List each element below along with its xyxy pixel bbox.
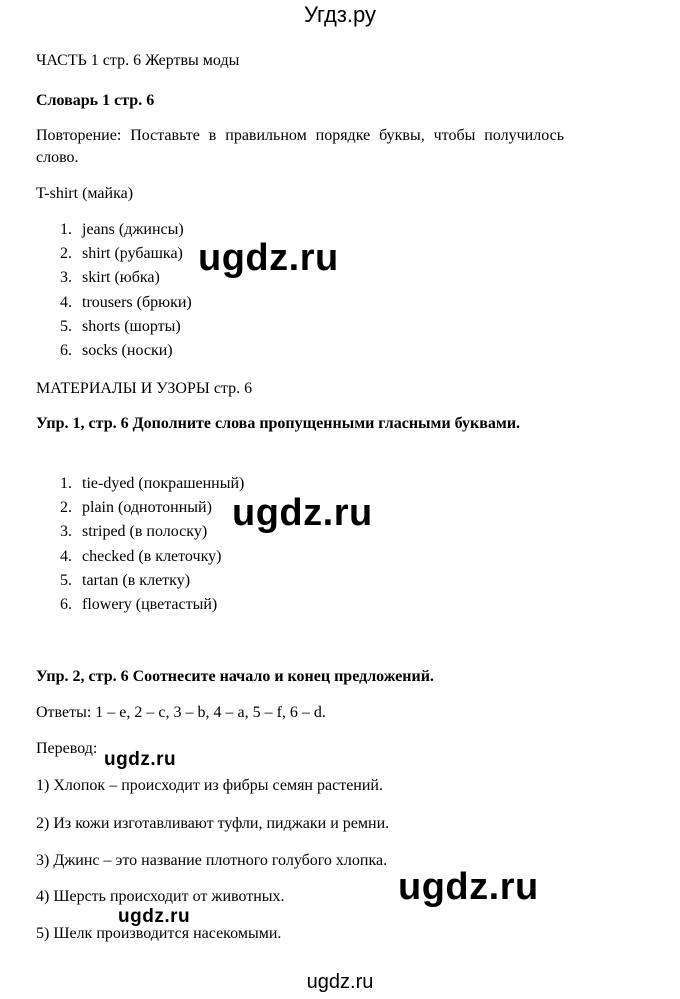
translation-sentence: 3) Джинс – это название плотного голубого хлопка. xyxy=(36,852,388,869)
list-item: 1. tie-dyed (покрашенный) xyxy=(60,475,245,492)
list-item: 3. striped (в полоску) xyxy=(60,523,208,541)
list-item: 6. socks (носки) xyxy=(60,342,173,360)
section-title: ЧАСТЬ 1 стр. 6 Жертвы моды xyxy=(36,52,240,69)
vocab-instruction: Повторение: Поставьте в правильном порядке буквы, чтобы получилось слово. xyxy=(36,127,564,166)
exercise2-heading: Упр. 2, стр. 6 Соотнесите начало и конец предложений. xyxy=(36,668,434,685)
translation-sentence: 4) Шерсть происходит от животных. xyxy=(36,888,285,905)
exercise1-heading: Упр. 1, стр. 6 Дополните слова пропущенными гласными буквами. xyxy=(36,415,521,432)
list-item: 4. trousers (брюки) xyxy=(60,293,192,311)
translation-sentence: 5) Шелк производится насекомыми. xyxy=(36,925,282,942)
list-item: 6. flowery (цветастый) xyxy=(60,596,218,614)
translation-sentence: 2) Из кожи изготавливают туфли, пиджаки и ремни. xyxy=(36,815,390,832)
page-footer: ugdz.ru xyxy=(306,971,374,993)
exercise2-answers: Ответы: 1 – e, 2 – c, 3 – b, 4 – a, 5 – f, 6 – d. xyxy=(36,704,326,721)
watermark: ugdz.ru xyxy=(104,749,177,770)
list-item: 2. plain (однотонный) xyxy=(60,499,212,517)
materials-list xyxy=(60,472,244,617)
watermark: ugdz.ru xyxy=(398,866,539,908)
list-item: 1. jeans (джинсы) xyxy=(60,221,184,238)
list-item: 4. checked (в клеточку) xyxy=(60,547,222,565)
materials-heading: МАТЕРИАЛЫ И УЗОРЫ стр. 6 xyxy=(36,380,253,397)
vocab-heading: Словарь 1 стр. 6 xyxy=(36,92,155,109)
vocab-example: T-shirt (майка) xyxy=(36,185,134,202)
list-item: 5. tartan (в клетку) xyxy=(60,571,191,589)
watermark: ugdz.ru xyxy=(198,237,339,279)
translation-label: Перевод: xyxy=(36,740,98,757)
list-item: 3. skirt (юбка) xyxy=(60,269,160,287)
watermark: ugdz.ru xyxy=(118,906,191,927)
list-item: 2. shirt (рубашка) xyxy=(60,245,183,263)
translation-sentence: 1) Хлопок – происходит из фибры семян растений. xyxy=(36,777,383,794)
site-header: Угдз.ру xyxy=(303,2,377,27)
list-item: 5. shorts (шорты) xyxy=(60,317,181,335)
watermark: ugdz.ru xyxy=(232,492,373,534)
vocab-list xyxy=(60,218,192,363)
